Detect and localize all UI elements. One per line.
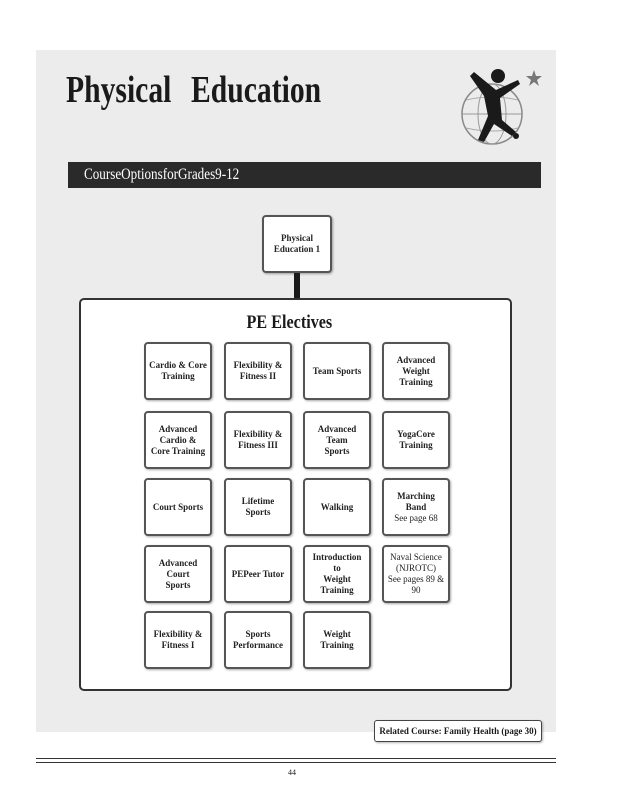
course-box: Lifetime Sports	[224, 478, 292, 536]
course-box: Flexibility & Fitness III	[224, 411, 292, 469]
course-box: Walking	[303, 478, 371, 536]
course-box-physical-education-1	[262, 215, 332, 273]
course-box: Team Sports	[303, 342, 371, 400]
course-note: See pages 89 & 90	[387, 574, 445, 595]
footer-rule	[36, 762, 556, 763]
course-box: Advanced Cardio & Core Training	[144, 411, 212, 469]
course-options-label: CourseOptionsforGrades9-12	[84, 166, 240, 183]
course-box: Marching Band See page 68	[382, 478, 450, 536]
page-title-word-2: Education	[191, 69, 322, 111]
course-options-band	[68, 162, 541, 188]
footer-rule	[36, 758, 556, 759]
course-box: Advanced Weight Training	[382, 342, 450, 400]
pe-electives-title: PE Electives	[246, 312, 332, 333]
course-box: Cardio & Core Training	[144, 342, 212, 400]
course-box: Introduction to Weight Training	[303, 545, 371, 603]
course-box: Flexibility & Fitness II	[224, 342, 292, 400]
course-box: YogaCore Training	[382, 411, 450, 469]
course-line-1: Physical	[280, 233, 313, 243]
related-course-box: Related Course: Family Health (page 30)	[374, 720, 542, 742]
page-number: 44	[288, 768, 296, 777]
course-box: Advanced Team Sports	[303, 411, 371, 469]
course-box: Court Sports	[144, 478, 212, 536]
course-box: Flexibility & Fitness I	[144, 611, 212, 669]
course-box: Naval Science (NJROTC) See pages 89 & 90	[382, 545, 450, 603]
course-box: Advanced Court Sports	[144, 545, 212, 603]
course-note: See page 68	[394, 512, 438, 523]
connector-line	[294, 273, 300, 300]
course-box: Sports Performance	[224, 611, 292, 669]
course-box: Weight Training	[303, 611, 371, 669]
course-line-2: Education 1	[273, 244, 321, 254]
page-title-word-1: Physical	[66, 69, 172, 111]
course-box: PEPeer Tutor	[224, 545, 292, 603]
athlete-star-globe-icon	[454, 62, 546, 154]
